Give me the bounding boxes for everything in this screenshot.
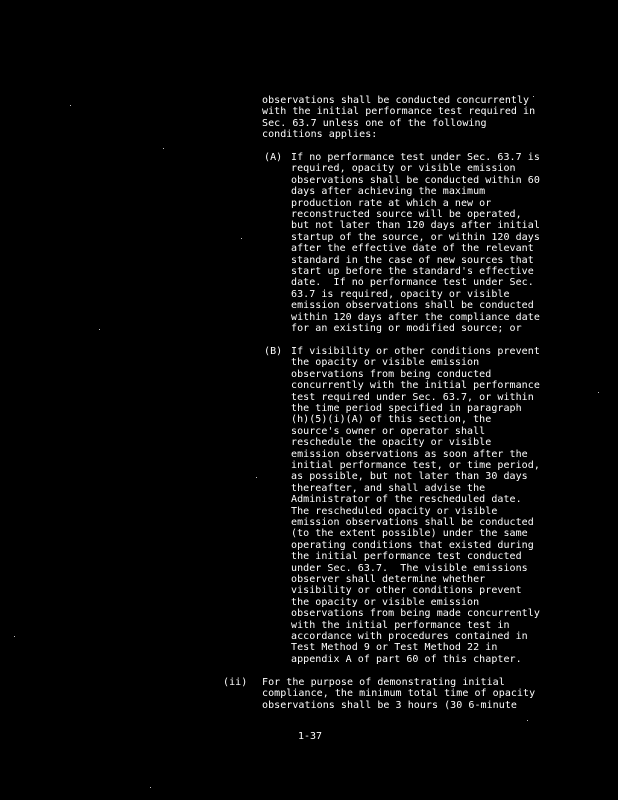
item-ii-line: compliance, the minimum total time of opacity [262, 688, 536, 700]
item-a-line: days after achieving the maximum [291, 186, 486, 198]
item-b-line: observations from being made concurrently [291, 608, 540, 620]
item-a-line: for an existing or modified source; or [291, 323, 522, 334]
item-ii-label: (ii) [223, 677, 248, 688]
intro-line: with the initial performance test required in [262, 106, 536, 118]
page-number: 1-37 [298, 731, 323, 742]
scan-speck [527, 720, 528, 721]
item-b-line: visibility or other conditions prevent [291, 585, 522, 597]
item-b-line: the opacity or visible emission [291, 357, 480, 369]
item-b-line: (h)(5)(i)(A) of this section, the [291, 414, 492, 426]
item-b-line: reschedule the opacity or visible [291, 437, 492, 449]
item-b-line: operating conditions that existed during [291, 539, 534, 551]
item-a-line: emission observations shall be conducted [291, 300, 534, 312]
item-b-line: observer shall determine whether [291, 574, 486, 585]
intro-line: conditions applies: [262, 129, 378, 141]
item-a-line: startup of the source, or within 120 days [291, 231, 540, 243]
scan-speck [256, 477, 257, 478]
item-b-line: Test Method 9 or Test Method 22 in [291, 642, 498, 654]
item-b-line: emission observations as soon after the [291, 448, 528, 460]
item-a-line: reconstructed source will be operated, [291, 209, 522, 220]
scan-speck [70, 105, 71, 106]
item-ii-line: observations shall be 3 hours (30 6-minute [262, 699, 517, 711]
scan-speck [14, 636, 15, 637]
item-b-line: Administrator of the rescheduled date. [291, 494, 522, 506]
item-a-line: date. If no performance test under Sec. [291, 277, 534, 289]
item-b-line: emission observations shall be conducted [291, 517, 534, 528]
item-b-line: source's owner or operator shall [291, 425, 486, 437]
item-b-line: The rescheduled opacity or visible [291, 505, 498, 517]
item-b-line: appendix A of part 60 of this chapter. [291, 653, 522, 665]
item-ii-line: For the purpose of demonstrating initial [262, 677, 505, 688]
scan-speck [533, 96, 534, 97]
item-b-line: observations from being conducted [291, 368, 492, 380]
item-b-label: (B) [264, 346, 283, 357]
item-a-line: after the effective date of the relevant [291, 243, 534, 255]
intro-line: Sec. 63.7 unless one of the following [262, 117, 487, 129]
item-a-line: 63.7 is required, opacity or visible [291, 288, 510, 300]
item-a-label: (A) [264, 152, 283, 163]
item-b-line: accordance with procedures contained in [291, 631, 528, 642]
item-b-line: with the initial performance test in [291, 619, 510, 631]
item-a-line: If no performance test under Sec. 63.7 is [291, 152, 540, 163]
item-b-line: the time period specified in paragraph [291, 403, 522, 414]
item-a-line: standard in the case of new sources that [291, 254, 534, 266]
item-b-line: the initial performance test conducted [291, 551, 522, 563]
item-b-line: thereafter, and shall advise the [291, 482, 486, 494]
scan-speck [163, 148, 164, 149]
item-b-line: as possible, but not later than 30 days [291, 471, 528, 483]
item-a-line: required, opacity or visible emission [291, 163, 516, 175]
item-b-line: If visibility or other conditions prevent [291, 346, 540, 357]
scan-speck [598, 392, 599, 393]
scan-speck [150, 787, 151, 788]
item-b-line: concurrently with the initial performance [291, 380, 540, 392]
item-a-line: production rate at which a new or [291, 197, 492, 209]
scan-speck [99, 329, 100, 330]
item-a-line: but not later than 120 days after initial [291, 220, 540, 232]
intro-line: observations shall be conducted concurrently [262, 95, 530, 106]
item-a-line: observations shall be conducted within 60 [291, 174, 540, 186]
item-b-line: under Sec. 63.7. The visible emissions [291, 562, 528, 574]
scan-speck [241, 238, 242, 239]
item-b-line: the opacity or visible emission [291, 596, 480, 608]
item-b-line: (to the extent possible) under the same [291, 528, 528, 540]
item-a-line: within 120 days after the compliance date [291, 311, 540, 323]
item-b-line: test required under Sec. 63.7, or within [291, 391, 534, 403]
item-b-line: initial performance test, or time period, [291, 460, 540, 471]
item-a-line: start up before the standard's effective [291, 266, 534, 277]
